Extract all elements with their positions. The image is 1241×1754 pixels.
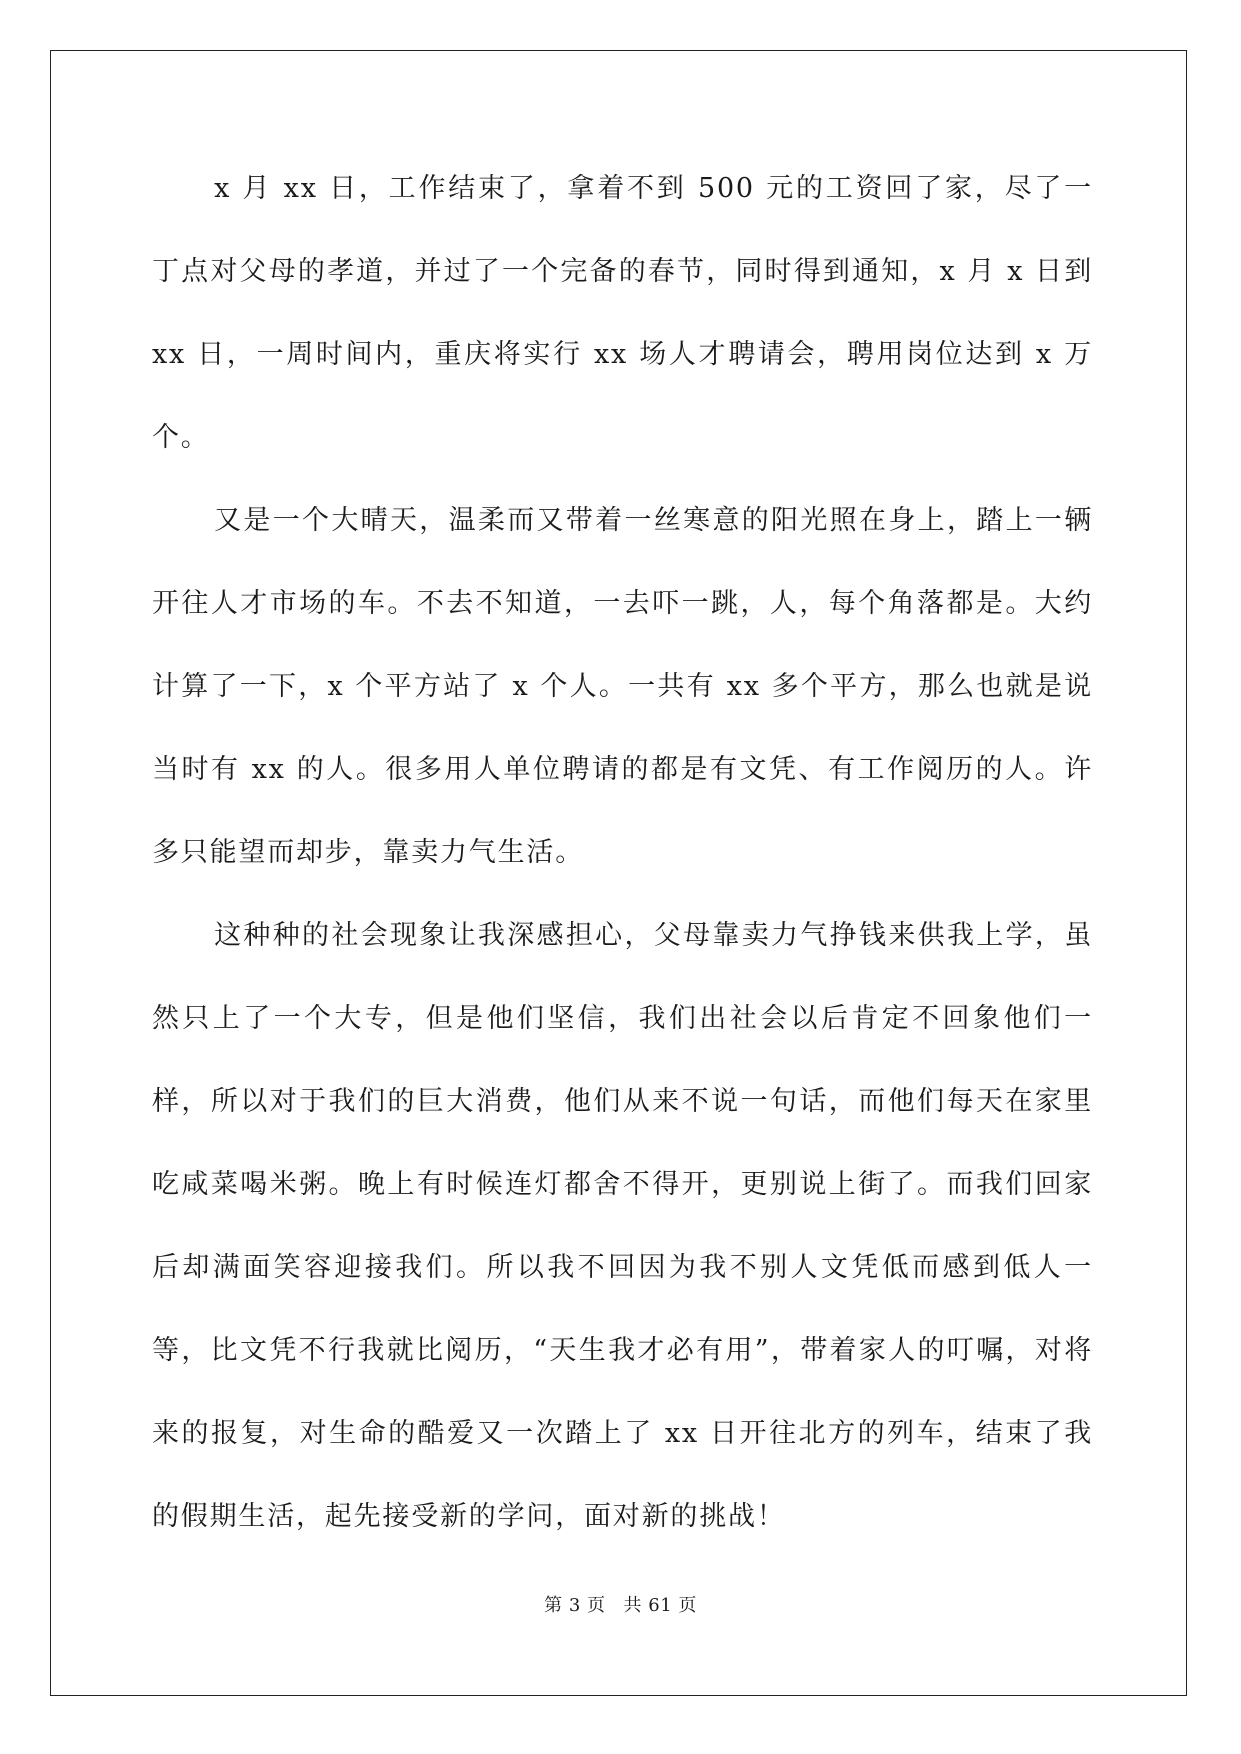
page-footer [0,1591,1241,1617]
paragraph-2: 又是一个大晴天，温柔而又带着一丝寒意的阳光照在身上，踏上一辆开往人才市场的车。不去不知道，一去吓一跳，人，每个角落都是。大约计算了一下，x 个平方站了 x 个人。一共有 xx 多个平方，那么也就是说当时有 xx 的人。很多用人单位聘请的都是有文凭、有工作阅历的人。许多只能望而却步，靠卖力气生活。 [152,505,1093,868]
paragraph-1: x 月 xx 日，工作结束了，拿着不到 500 元的工资回了家，尽了一丁点对父母的孝道，并过了一个完备的春节，同时得到通知，x 月 x 日到 xx 日，一周时间内，重庆将实行 xx 场人才聘请会，聘用岗位达到 x 万个。 [152,173,1093,453]
document-body [152,147,1093,1558]
total-page-count: 共 61 页 [623,1595,697,1616]
current-page-number: 第 3 页 [544,1595,606,1616]
paragraph-3: 这种种的社会现象让我深感担心，父母靠卖力气挣钱来供我上学，虽然只上了一个大专，但是他们坚信，我们出社会以后肯定不回象他们一样，所以对于我们的巨大消费，他们从来不说一句话，而他们每天在家里吃咸菜喝米粥。晚上有时候连灯都舍不得开，更别说上街了。而我们回家后却满面笑容迎接我们。所以我不回因为我不别人文凭低而感到低人一等，比文凭不行我就比阅历，“天生我才必有用”，带着家人的叮嘱，对将来的报复，对生命的酷爱又一次踏上了 xx 日开往北方的列车，结束了我的假期生活，起先接受新的学问，面对新的挑战！ [152,920,1093,1532]
